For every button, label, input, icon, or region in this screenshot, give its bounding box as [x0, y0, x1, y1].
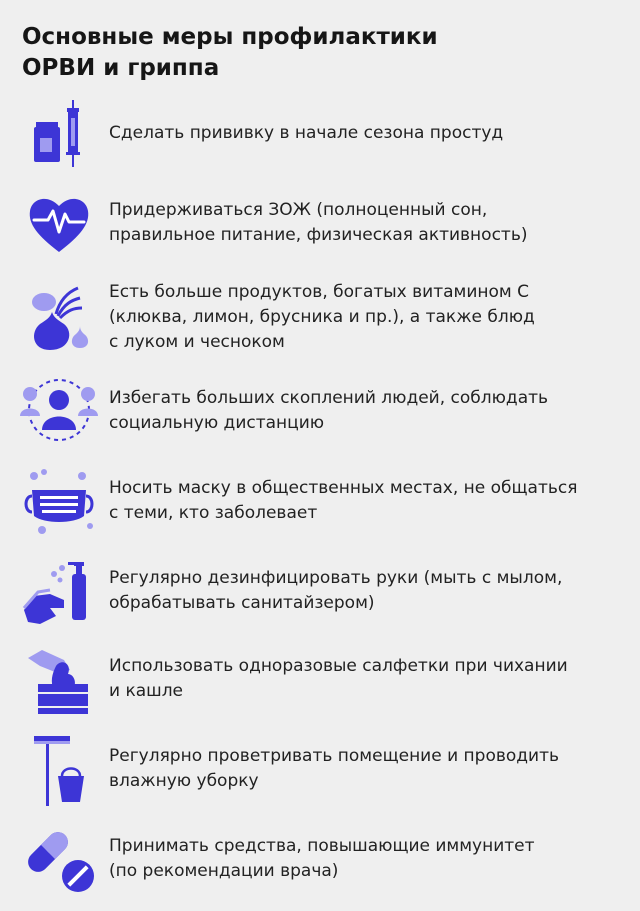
- item-text-line: с теми, кто заболевает: [109, 503, 318, 523]
- list-item-immunity: [0, 820, 640, 900]
- item-text-line: правильное питание, физическая активность): [109, 225, 528, 245]
- mop-bucket-icon: [20, 732, 98, 810]
- item-text-line: Регулярно проветривать помещение и проводить: [109, 746, 559, 766]
- item-text-line: обрабатывать санитайзером): [109, 593, 375, 613]
- item-text-line: и кашле: [109, 681, 184, 701]
- item-text-line: Использовать одноразовые салфетки при чихании: [109, 656, 568, 676]
- item-text-line: (клюква, лимон, брусника и пр.), а также блюд: [109, 307, 535, 327]
- face-mask-icon: [20, 466, 98, 544]
- lemon-garlic-icon: [20, 280, 98, 358]
- people-distance-icon: [20, 372, 98, 450]
- item-text-line: влажную уборку: [109, 771, 259, 791]
- heart-pulse-icon: [20, 184, 98, 262]
- item-text-line: Придерживаться ЗОЖ (полноценный сон,: [109, 200, 488, 220]
- list-item-social-distance: [0, 372, 640, 452]
- item-text-line: Сделать прививку в начале сезона простуд: [109, 123, 504, 143]
- vaccine-icon: [20, 96, 98, 174]
- item-text-line: социальную дистанцию: [109, 413, 325, 433]
- item-text-line: с луком и чесноком: [109, 332, 285, 352]
- title-line-1: Основные меры профилактики: [22, 24, 438, 50]
- item-text-line: Принимать средства, повышающие иммунитет: [109, 836, 535, 856]
- tissue-box-icon: [20, 644, 98, 722]
- item-text-line: Регулярно дезинфицировать руки (мыть с мылом,: [109, 568, 563, 588]
- list-item-vaccination: [0, 96, 640, 176]
- pills-icon: [20, 822, 98, 900]
- hand-sanitizer-icon: [20, 556, 98, 634]
- list-item-hand-sanitizing: [0, 552, 640, 632]
- page-title: [22, 22, 438, 84]
- list-item-vitamin-c: [0, 276, 640, 360]
- list-item-face-mask: [0, 462, 640, 542]
- item-text-line: Избегать больших скоплений людей, соблюдать: [109, 388, 549, 408]
- list-item-tissues: [0, 640, 640, 720]
- item-text-line: (по рекомендации врача): [109, 861, 339, 881]
- list-item-ventilation-cleaning: [0, 730, 640, 810]
- item-text-line: Носить маску в общественных местах, не общаться: [109, 478, 578, 498]
- list-item-healthy-lifestyle: [0, 184, 640, 264]
- title-line-2: ОРВИ и гриппа: [22, 55, 220, 81]
- item-text-line: Есть больше продуктов, богатых витамином С: [109, 282, 530, 302]
